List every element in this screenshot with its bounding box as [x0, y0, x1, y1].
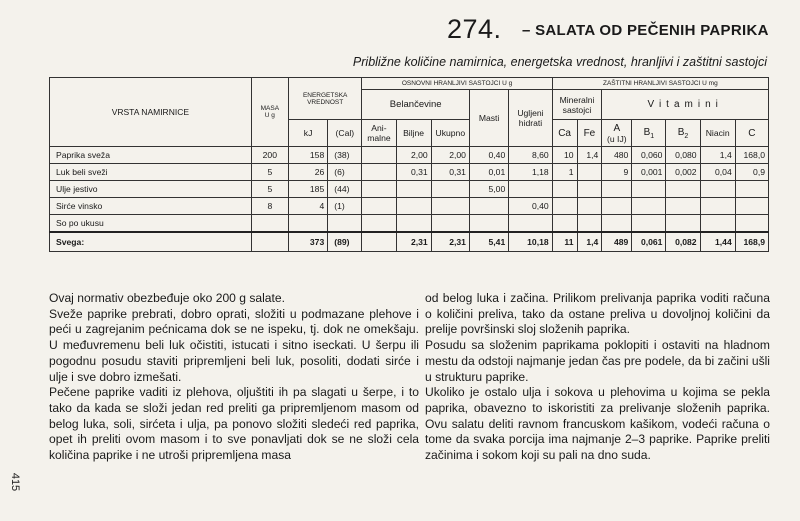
col-biljne: Biljne [396, 120, 431, 147]
cell-cal: (38) [328, 147, 362, 164]
b1-label: B [643, 126, 651, 138]
cell-biljne: 0,31 [396, 164, 431, 181]
cell-fe: 1,4 [577, 147, 602, 164]
cell-c: 168,9 [735, 232, 768, 252]
cell-cal: (44) [328, 181, 362, 198]
paragraph: Posudu sa složenim paprikama poklopiti i ostaviti na hladnom mestu da odstoji najmanje jedan čas pre podele, da bi začini ušli u strukturu paprike. [425, 338, 770, 384]
cell-fe [577, 164, 602, 181]
col-masa [251, 78, 288, 147]
cell-ugljeni: 10,18 [509, 232, 552, 252]
cell-b2: 0,082 [666, 232, 700, 252]
recipe-number: 274. [447, 14, 502, 44]
cell-c [735, 215, 768, 233]
cell-fe [577, 181, 602, 198]
recipe-title: – SALATA OD PEČENIH PAPRIKA [522, 22, 769, 39]
cell-ca [552, 181, 577, 198]
cell-masti: 0,40 [469, 147, 508, 164]
cell-biljne [396, 198, 431, 215]
table-row [50, 164, 769, 181]
total-row [50, 232, 769, 252]
cell-masa: 8 [251, 198, 288, 215]
cell-name: Sirće vinsko [50, 198, 252, 215]
cell-a: 489 [602, 232, 632, 252]
cell-masti: 5,41 [469, 232, 508, 252]
cell-biljne: 2,31 [396, 232, 431, 252]
cell-b2: 0,080 [666, 147, 700, 164]
cell-ca: 10 [552, 147, 577, 164]
cell-b2 [666, 215, 700, 233]
cell-ukupno: 2,00 [431, 147, 469, 164]
b2-sub: 2 [684, 132, 689, 140]
cell-kj: 158 [288, 147, 327, 164]
col-b1 [632, 120, 666, 147]
col-cal: (Cal) [328, 120, 362, 147]
paragraph: od belog luka i začina. Prilikom prelivanja paprika voditi računa o količini preliva, tako da ostane preliva u dovoljnoj količini da prelije površinski sloj složenih paprika. [425, 291, 770, 337]
cell-masa [251, 215, 288, 233]
col-ugljeni-hidrati: Ugljeni hidrati [509, 90, 552, 147]
cell-ukupno [431, 198, 469, 215]
col-c: C [735, 120, 768, 147]
cell-ugljeni: 8,60 [509, 147, 552, 164]
cell-b1 [632, 198, 666, 215]
cell-kj: 4 [288, 198, 327, 215]
cell-kj: 26 [288, 164, 327, 181]
cell-ukupno [431, 181, 469, 198]
cell-masti: 5,00 [469, 181, 508, 198]
cell-biljne: 2,00 [396, 147, 431, 164]
cell-masti [469, 215, 508, 233]
cell-niacin [700, 198, 735, 215]
cell-name: Svega: [50, 232, 252, 252]
cell-masti [469, 198, 508, 215]
cell-b1 [632, 215, 666, 233]
cell-ca: 1 [552, 164, 577, 181]
header-row-1 [50, 78, 769, 90]
table-row [50, 198, 769, 215]
cell-c: 0,9 [735, 164, 768, 181]
cell-ugljeni [509, 215, 552, 233]
cell-ugljeni: 0,40 [509, 198, 552, 215]
cell-kj [288, 215, 327, 233]
cell-ca [552, 215, 577, 233]
cell-a: 9 [602, 164, 632, 181]
cell-masa [251, 232, 288, 252]
cell-anim [362, 164, 396, 181]
b2-label: B [677, 126, 685, 138]
cell-cal: (89) [328, 232, 362, 252]
cell-cal: (6) [328, 164, 362, 181]
cell-b1: 0,061 [632, 232, 666, 252]
b1-sub: 1 [650, 132, 655, 140]
cell-a [602, 198, 632, 215]
col-ukupno: Ukupno [431, 120, 469, 147]
col-zastitni-sastojci: ZAŠTITNI HRANLJIVI SASTOJCI U mg [552, 78, 768, 90]
paragraph: Ovaj normativ obezbeđuje oko 200 g salate. [49, 291, 285, 305]
table-subtitle: Približne količine namirnica, energetska vrednost, hranljivi i zaštitni sastojci [352, 55, 767, 69]
a-unit: (u IJ) [607, 133, 627, 144]
cell-niacin [700, 181, 735, 198]
col-osnovni-sastojci: OSNOVNI HRANLJIVI SASTOJCI U g [362, 78, 552, 90]
cell-ukupno: 2,31 [431, 232, 469, 252]
cell-cal [328, 215, 362, 233]
col-fe: Fe [577, 120, 602, 147]
cell-fe: 1,4 [577, 232, 602, 252]
instructions-left-column [49, 291, 419, 464]
cell-niacin: 1,4 [700, 147, 735, 164]
cell-ca [552, 198, 577, 215]
cell-niacin: 1,44 [700, 232, 735, 252]
paragraph: Pečene paprike vaditi iz plehova, oljuštiti ih pa slagati u šerpe, i to tako da kada se složi jedan red preliti ga pripremljenom masom od belog luka, soli, sirćeta i ulja, pa ponovo složiti sledeći red paprika, opet ih preliti ovom masom i to sve ponavljati dok se ne složi cela količina paprike i ne utroši pripremljena masa [49, 385, 419, 463]
col-belancevine: Belančevine [362, 90, 470, 120]
cell-anim [362, 147, 396, 164]
cell-niacin [700, 215, 735, 233]
cell-a [602, 181, 632, 198]
cell-masa: 5 [251, 164, 288, 181]
table-row [50, 147, 769, 164]
cell-b1: 0,001 [632, 164, 666, 181]
cell-ugljeni [509, 181, 552, 198]
instructions-right-column [425, 291, 770, 464]
cell-name: Luk beli sveži [50, 164, 252, 181]
cell-name: Paprika sveža [50, 147, 252, 164]
cell-anim [362, 181, 396, 198]
table-row [50, 215, 769, 233]
masa-label: MASA [260, 105, 280, 112]
cell-kj: 185 [288, 181, 327, 198]
page-number: 415 [9, 472, 22, 492]
cell-fe [577, 198, 602, 215]
cell-anim [362, 232, 396, 252]
cell-masti: 0,01 [469, 164, 508, 181]
col-kj: kJ [288, 120, 327, 147]
col-ca: Ca [552, 120, 577, 147]
cell-anim [362, 215, 396, 233]
cell-anim [362, 198, 396, 215]
cell-b1 [632, 181, 666, 198]
cell-masa: 5 [251, 181, 288, 198]
cell-b2 [666, 181, 700, 198]
col-a [602, 120, 632, 147]
cell-cal: (1) [328, 198, 362, 215]
masa-unit: U g [264, 112, 275, 119]
cell-niacin: 0,04 [700, 164, 735, 181]
col-masti: Masti [469, 90, 508, 147]
cell-a [602, 215, 632, 233]
cell-c: 168,0 [735, 147, 768, 164]
col-b2 [666, 120, 700, 147]
cell-c [735, 181, 768, 198]
paragraph: Sveže paprike prebrati, dobro oprati, složiti u podmazane plehove i peći u zagrejanim pećnicama dok se ne ispeku, tj. dok ne omekšaju. U međuvremenu beli luk očistiti, istucati i sitno iseckati. U šerpu ili pogodnu posudu staviti pripremljeni beli luk, posoliti, dodati sirće i ulje i sve dobro izmešati. [49, 306, 419, 384]
cell-ugljeni: 1,18 [509, 164, 552, 181]
nutrition-table [49, 77, 769, 252]
col-niacin: Niacin [700, 120, 735, 147]
paragraph: Ukoliko je ostalo ulja i sokova u plehovima u kojima se pekla paprika, obavezno to iskoristiti za prelivanje složenih paprika. Ovu salatu deliti ravnom francuskom kašikom, vodeći računa o tome da svaka porcija ima najmanje 2–3 paprike. Paprike preliti začinima i sokom koji su pali na dno suda. [425, 385, 770, 463]
cell-ukupno [431, 215, 469, 233]
cell-fe [577, 215, 602, 233]
cell-c [735, 198, 768, 215]
col-energetska-vrednost: ENERGETSKA VREDNOST [288, 78, 361, 120]
col-vrsta-namirnice: VRSTA NAMIRNICE [50, 78, 252, 147]
cell-name: So po ukusu [50, 215, 252, 233]
cell-b1: 0,060 [632, 147, 666, 164]
cell-ukupno: 0,31 [431, 164, 469, 181]
col-animalne: Ani- malne [362, 120, 396, 147]
col-mineralni-sastojci: Mineralni sastojci [552, 90, 602, 120]
table-row [50, 181, 769, 198]
cell-biljne [396, 215, 431, 233]
cell-a: 480 [602, 147, 632, 164]
col-vitamini: Vitamini [602, 90, 769, 120]
a-label: A [613, 122, 621, 134]
cell-biljne [396, 181, 431, 198]
cell-kj: 373 [288, 232, 327, 252]
cell-b2 [666, 198, 700, 215]
cell-name: Ulje jestivo [50, 181, 252, 198]
cell-ca: 11 [552, 232, 577, 252]
cell-masa: 200 [251, 147, 288, 164]
cell-b2: 0,002 [666, 164, 700, 181]
